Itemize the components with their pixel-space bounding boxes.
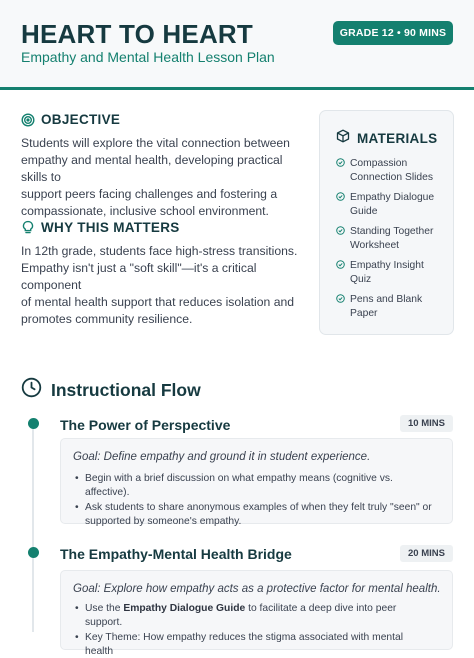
objective-heading [21, 112, 120, 127]
step-bullets [73, 602, 433, 658]
box-icon [336, 129, 350, 148]
lesson-header [0, 0, 474, 90]
page-title: HEART TO HEART [21, 19, 253, 49]
why-line: promotes community resilience. [21, 312, 193, 326]
step-title: The Empathy-Mental Health Bridge [60, 546, 292, 562]
material-item-line: Paper [350, 307, 378, 319]
bullet-item: • Begin with a brief discussion on what empathy means (cognitive vs. affective). [73, 472, 433, 499]
materials-panel [319, 110, 454, 335]
objective-line: support peers facing challenges and fostering a [21, 187, 278, 201]
grade-duration-badge: GRADE 12 • 90 MINS [333, 21, 453, 45]
lightbulb-icon [21, 220, 35, 235]
step-card [60, 438, 453, 527]
objective-text [21, 135, 306, 220]
step-duration: 10 MINS [400, 415, 453, 432]
material-item-line: Empathy Insight [350, 260, 424, 271]
check-circle-icon [336, 158, 345, 167]
material-item-line: Empathy Dialogue [350, 192, 435, 203]
objective-heading-label: OBJECTIVE [41, 112, 121, 127]
flow-heading-label: Instructional Flow [51, 379, 201, 400]
material-item [336, 225, 448, 252]
bullet-item: • Key Theme: How empathy reduces the stigma associated with mental health [73, 631, 433, 658]
objective-line: empathy and mental health, developing practical skills to [21, 153, 283, 184]
objective-line: compassionate, inclusive school environment. [21, 204, 269, 218]
clock-icon [21, 377, 42, 403]
why-heading-label: WHY THIS MATTERS [41, 220, 180, 235]
timeline-dot [28, 547, 39, 558]
materials-heading [336, 129, 437, 148]
objective-line: Students will explore the vital connection between [21, 136, 290, 150]
check-circle-icon [336, 226, 345, 235]
material-item-line: Quiz [350, 273, 372, 285]
flow-heading [21, 377, 201, 403]
why-text [21, 243, 306, 328]
bullet-item: • Use the Empathy Dialogue Guide to facilitate a deep dive into peer support. [73, 602, 433, 629]
bullet-item: • Ask students to share anonymous examples of when they felt truly "seen" or supported by someone's empathy. [73, 501, 433, 528]
why-heading [21, 220, 180, 235]
materials-heading-label: MATERIALS [357, 131, 438, 146]
check-circle-icon [336, 260, 345, 269]
page-subtitle: Empathy and Mental Health Lesson Plan [21, 49, 275, 65]
material-item [336, 259, 448, 286]
step-goal: Goal: Explore how empathy acts as a protective factor for mental health. [73, 583, 441, 595]
timeline-line [32, 422, 34, 632]
material-item [336, 293, 448, 320]
why-line: Empathy isn't just a "soft skill"—it's a critical component [21, 261, 257, 292]
material-item-line: Pens and Blank [350, 294, 423, 305]
timeline-dot [28, 418, 39, 429]
material-item-line: Standing Together [350, 226, 434, 237]
check-circle-icon [336, 192, 345, 201]
material-item-line: Worksheet [350, 239, 400, 251]
material-item-line: Compassion [350, 158, 408, 169]
step-card [60, 570, 453, 657]
step-title: The Power of Perspective [60, 417, 231, 433]
material-item-line: Connection Slides [350, 171, 433, 183]
target-icon [21, 113, 35, 127]
step-bullets [73, 472, 433, 528]
step-goal: Goal: Define empathy and ground it in student experience. [73, 451, 371, 463]
material-item [336, 157, 448, 184]
material-item [336, 191, 448, 218]
why-line: In 12th grade, students face high-stress transitions. [21, 244, 298, 258]
why-line: of mental health support that reduces isolation and [21, 295, 295, 309]
material-item-line: Guide [350, 205, 378, 217]
step-duration: 20 MINS [400, 545, 453, 562]
check-circle-icon [336, 294, 345, 303]
